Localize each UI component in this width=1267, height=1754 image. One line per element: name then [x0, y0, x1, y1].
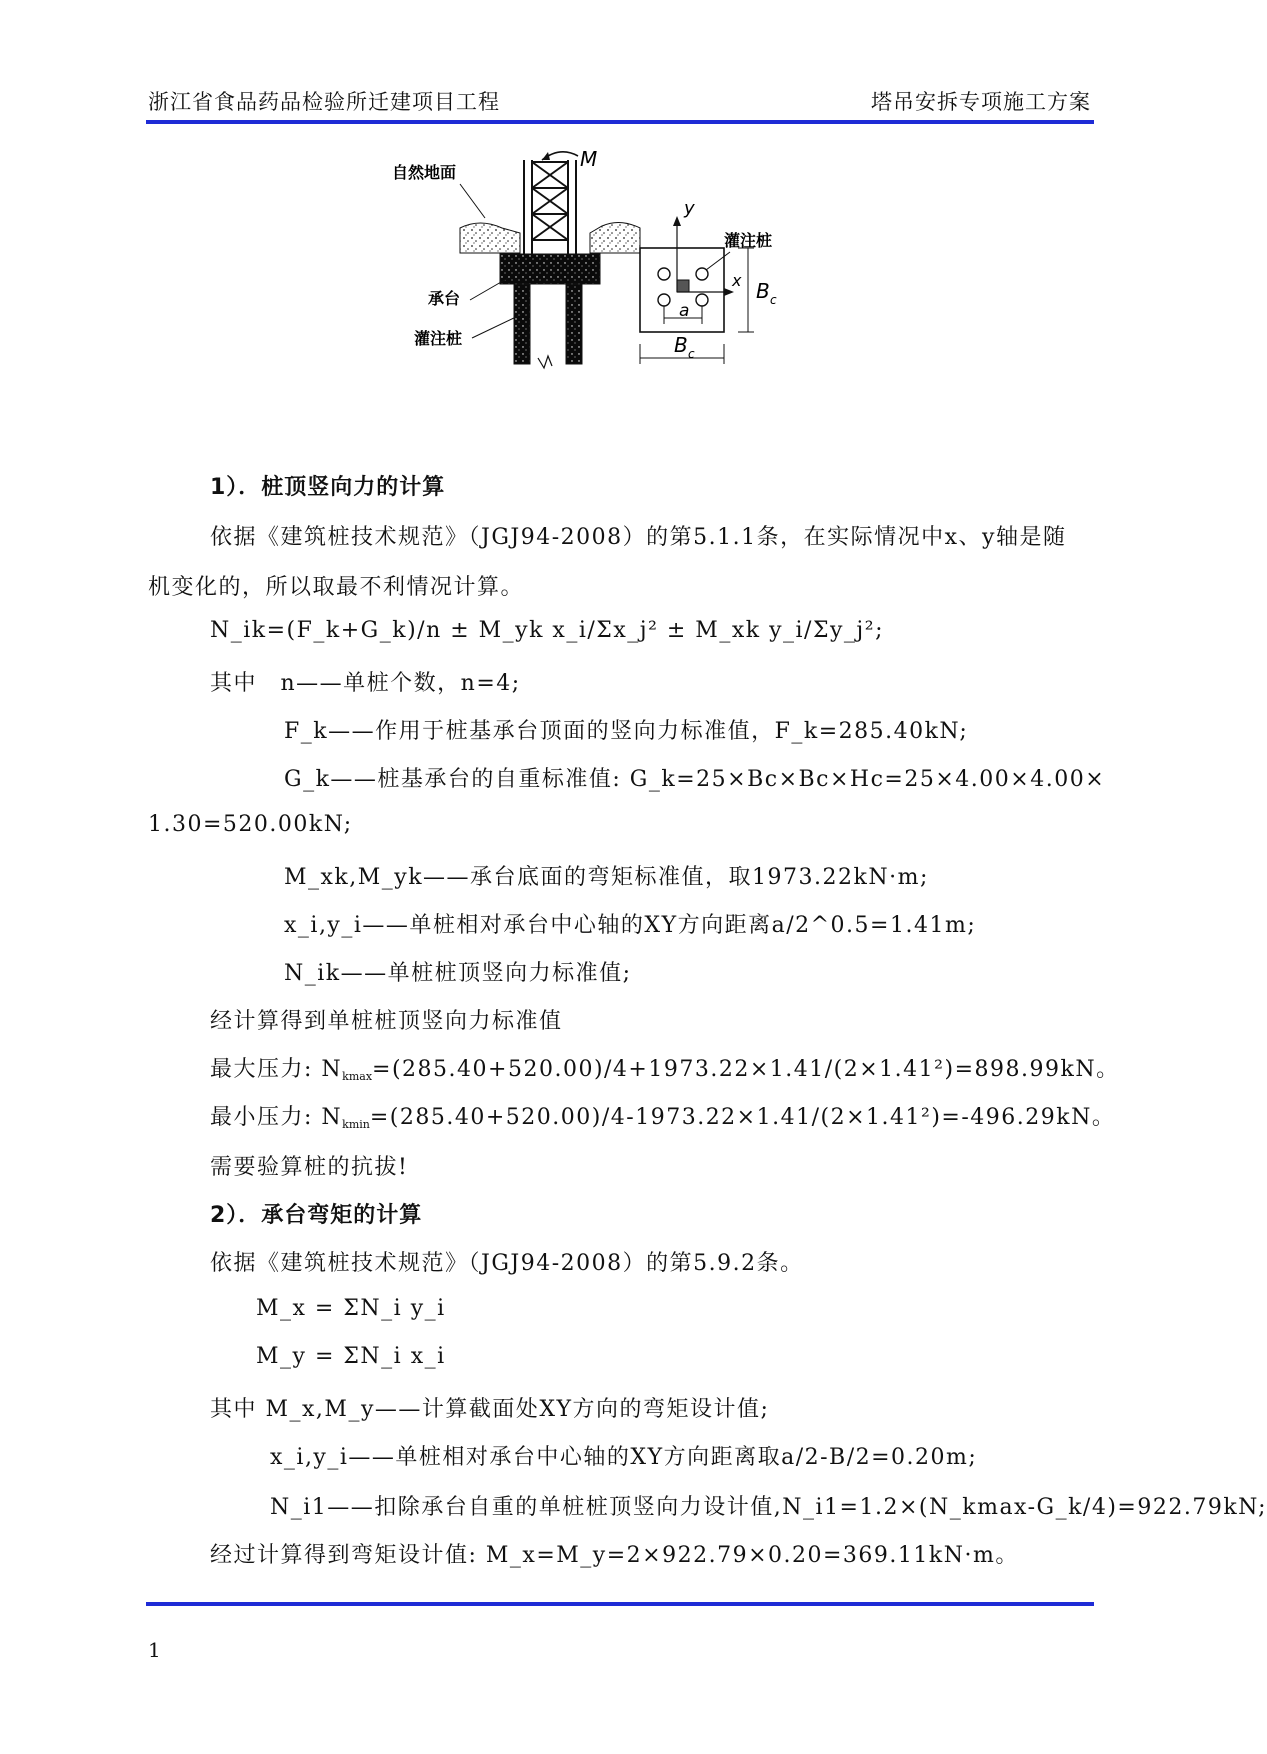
header-rule	[146, 118, 1094, 124]
mast-plan	[677, 280, 689, 292]
definition-fk: F_k——作用于桩基承台顶面的竖向力标准值，F_k=285.40kN;	[284, 719, 969, 744]
label-natural-ground: 自然地面	[392, 163, 457, 182]
x-axis-label: x	[732, 271, 742, 290]
page-number: 1	[148, 1638, 161, 1662]
label-pile-cap: 承台	[428, 289, 461, 308]
dimension-bc-bottom-label: B	[674, 333, 688, 357]
pile-plan-4	[696, 294, 708, 306]
header-document-title: 塔吊安拆专项施工方案	[871, 90, 1091, 114]
max-pressure: 最大压力: $N_{kmax}=(285.40+520.00)/4+1973.22\times 1.41/(2\times 1.41^2)=898.99kN$。	[210, 1057, 1120, 1083]
ground-soil-right	[590, 222, 640, 253]
min-pressure-value: =(285.40+520.00)/4-1973.22×1.41/(2×1.41²)=-496.29kN。	[369, 1105, 1116, 1130]
pile-right	[566, 284, 582, 364]
max-pressure-label: 最大压力:	[210, 1057, 313, 1082]
formula-nik: N_ik=(F_k+G_k)/n ± M_yk x_i/Σx_j² ± M_xk y_i/Σy_j²;	[210, 618, 884, 643]
section2-title: 2）．承台弯矩的计算	[210, 1203, 423, 1228]
max-pressure-value: =(285.40+520.00)/4+1973.22×1.41/(2×1.41²)=898.99kN。	[372, 1057, 1120, 1082]
moment-result: 经过计算得到弯矩设计值: M_x=M_y=2×922.79×0.20=369.11kN·m。	[210, 1543, 1019, 1568]
definition-gk-line2: 1.30=520.00kN;	[148, 812, 353, 837]
tower-crane-mast	[524, 160, 576, 254]
uplift-note: 需要验算桩的抗拔!	[210, 1155, 409, 1180]
min-pressure: 最小压力: $N_{kmin}=(285.40+520.00)/4-1973.22\times 1.41/(2\times 1.41^2)=-496.29kN$。	[210, 1105, 1116, 1131]
label-bored-pile-right: 灌注桩	[724, 231, 773, 250]
section1-para-line1: 依据《建筑桩技术规范》（JGJ94-2008）的第5.1.1条，在实际情况中x、y轴是随	[210, 525, 1067, 550]
definition-xy: x_i,y_i——单桩相对承台中心轴的XY方向距离a/2^0.5=1.41m;	[284, 913, 977, 938]
header-project-title: 浙江省食品药品检验所迁建项目工程	[148, 90, 500, 114]
definition-mxmy: 其中 M_x,M_y——计算截面处XY方向的弯矩设计值;	[210, 1397, 770, 1422]
dimension-a-label: a	[679, 301, 690, 321]
pile-cap	[500, 254, 600, 284]
moment-label: M	[580, 147, 598, 171]
formula-mx: M_x = ΣN_i y_i	[256, 1296, 446, 1321]
label-bored-pile-left: 灌注桩	[414, 329, 463, 348]
dimension-bc-right-subscript: c	[770, 293, 777, 307]
definition-ni1: N_i1——扣除承台自重的单桩桩顶竖向力设计值,N_i1=1.2×(N_kmax-G_k/4)=922.79kN;	[270, 1495, 1267, 1520]
pile-plan-1	[658, 268, 670, 280]
footer-rule	[146, 1600, 1094, 1606]
pile-foundation-diagram	[392, 147, 870, 418]
definition-xy-2: x_i,y_i——单桩相对承台中心轴的XY方向距离取a/2-B/2=0.20m;	[270, 1445, 978, 1470]
definition-moment: M_xk,M_yk——承台底面的弯矩标准值，取1973.22kN·m;	[284, 865, 929, 890]
y-axis-label: y	[684, 198, 695, 219]
pile-plan-3	[658, 294, 670, 306]
dimension-bc-bottom-subscript: c	[688, 347, 695, 361]
result-intro: 经计算得到单桩桩顶竖向力标准值	[210, 1009, 563, 1034]
min-pressure-label: 最小压力:	[210, 1105, 313, 1130]
ground-soil-left	[460, 223, 520, 253]
formula-my: M_y = ΣN_i x_i	[256, 1344, 446, 1369]
definition-gk-line1: G_k——桩基承台的自重标准值: G_k=25×Bc×Bc×Hc=25×4.00×4.00×	[284, 767, 1106, 792]
pile-left	[514, 284, 530, 364]
definition-nik: N_ik——单桩桩顶竖向力标准值;	[284, 961, 632, 986]
section1-title: 1）．桩顶竖向力的计算	[210, 475, 446, 500]
section1-para-line2: 机变化的，所以取最不利情况计算。	[148, 575, 525, 600]
definition-n: 其中 n——单桩个数，n=4;	[210, 671, 521, 696]
section2-para: 依据《建筑桩技术规范》（JGJ94-2008）的第5.9.2条。	[210, 1251, 804, 1276]
dimension-bc-right-label: B	[756, 279, 770, 303]
